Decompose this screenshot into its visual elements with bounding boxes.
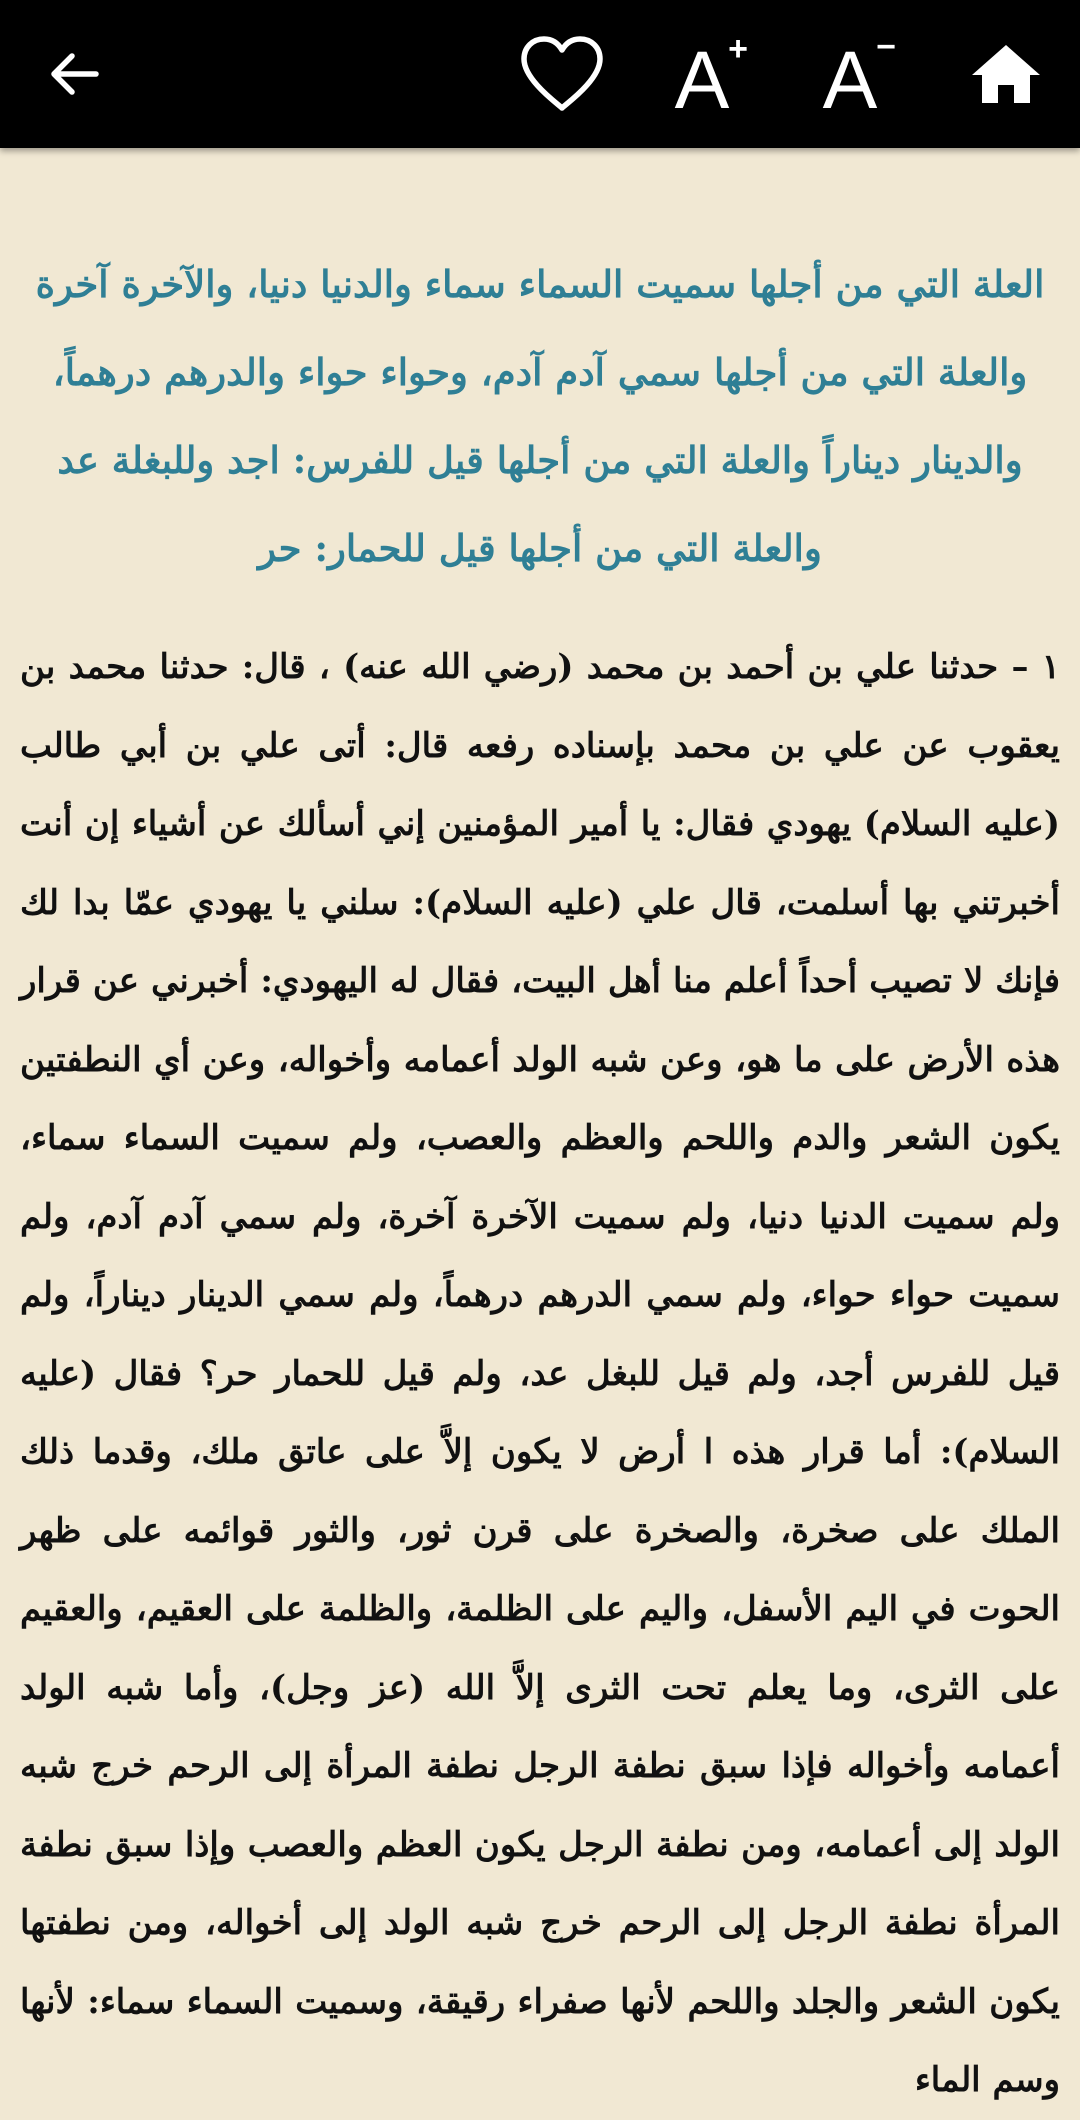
arrow-left-icon <box>46 46 102 102</box>
font-increase-icon <box>668 30 752 126</box>
font-decrease-label: A <box>822 35 878 126</box>
chapter-body-text: ١ – حدثنا علي بن أحمد بن محمد (رضي الله عنه) ، قال: حدثنا محمد بن يعقوب عن علي بن محمد بإسناده رفعه قال: أتى علي بن أبي طالب (عليه السلام) يهودي فقال: يا أمير المؤمنين إني أسألك عن أشياء إن أنت أخبرتني بها أسلمت، قال علي (عليه السلام): سلني يا يهودي عمّا بدا لك فإنك لا تصيب أحداً أعلم منا أهل البيت، فقال له اليهودي: أخبرني عن قرار هذه الأرض على ما هو، وعن شبه الولد أعمامه وأخواله، وعن أي النطفتين يكون الشعر والدم واللحم والعظم والعصب، ولم سميت السماء سماء، ولم سميت الدنيا دنيا، ولم سميت الآخرة آخرة، ولم سمي آدم آدم، ولم سميت حواء حواء، ولم سمي الدرهم درهماً، ولم سمي الدينار ديناراً، ولم قيل للفرس أجد، ولم قيل للبغل عد، ولم قيل للحمار حر؟ فقال (عليه السلام): أما قرار هذه ا أرض لا يكون إلاَّ على عاتق ملك، وقدما ذلك الملك على صخرة، والصخرة على قرن ثور، والثور قوائمه على ظهر الحوت في اليم الأسفل، واليم على الظلمة، والظلمة على العقيم، والعقيم على الثرى، وما يعلم تحت الثرى إلاَّ الله (عز وجل)، وأما شبه الولد أعمامه وأخواله فإذا سبق نطفة الرجل نطفة المرأة إلى الرحم خرج شبه الولد إلى أعمامه، ومن نطفة الرجل يكون العظم والعصب وإذا سبق نطفة المرأة نطفة الرجل إلى الرحم خرج شبه الولد إلى أخواله، ومن نطفتها يكون الشعر والجلد واللحم لأنها صفراء رقيقة، وسميت السماء سماء: لأنها وسم الماء <box>20 647 1060 2100</box>
home-button[interactable] <box>956 24 1056 124</box>
font-decrease-button[interactable] <box>808 24 908 124</box>
home-icon <box>970 41 1042 107</box>
font-decrease-icon <box>816 28 900 126</box>
reading-pane[interactable] <box>0 148 1080 2100</box>
font-decrease-mark: − <box>876 28 896 66</box>
chapter-title: العلة التي من أجلها سميت السماء سماء والدنيا دنيا، والآخرة آخرة والعلة التي من أجلها سمي آدم آدم، وحواء حواء والدرهم درهماً، والدينار ديناراً والعلة التي من أجلها قيل للفرس: اجد وللبغلة عد والعلة التي من أجلها قيل للحمار: حر <box>35 262 1045 570</box>
font-increase-mark: + <box>728 30 748 68</box>
font-increase-button[interactable] <box>660 24 760 124</box>
font-increase-label: A <box>674 35 730 126</box>
favorite-button[interactable] <box>512 24 612 124</box>
heart-outline-icon <box>518 34 606 114</box>
top-toolbar <box>0 0 1080 148</box>
back-button[interactable] <box>24 24 124 124</box>
